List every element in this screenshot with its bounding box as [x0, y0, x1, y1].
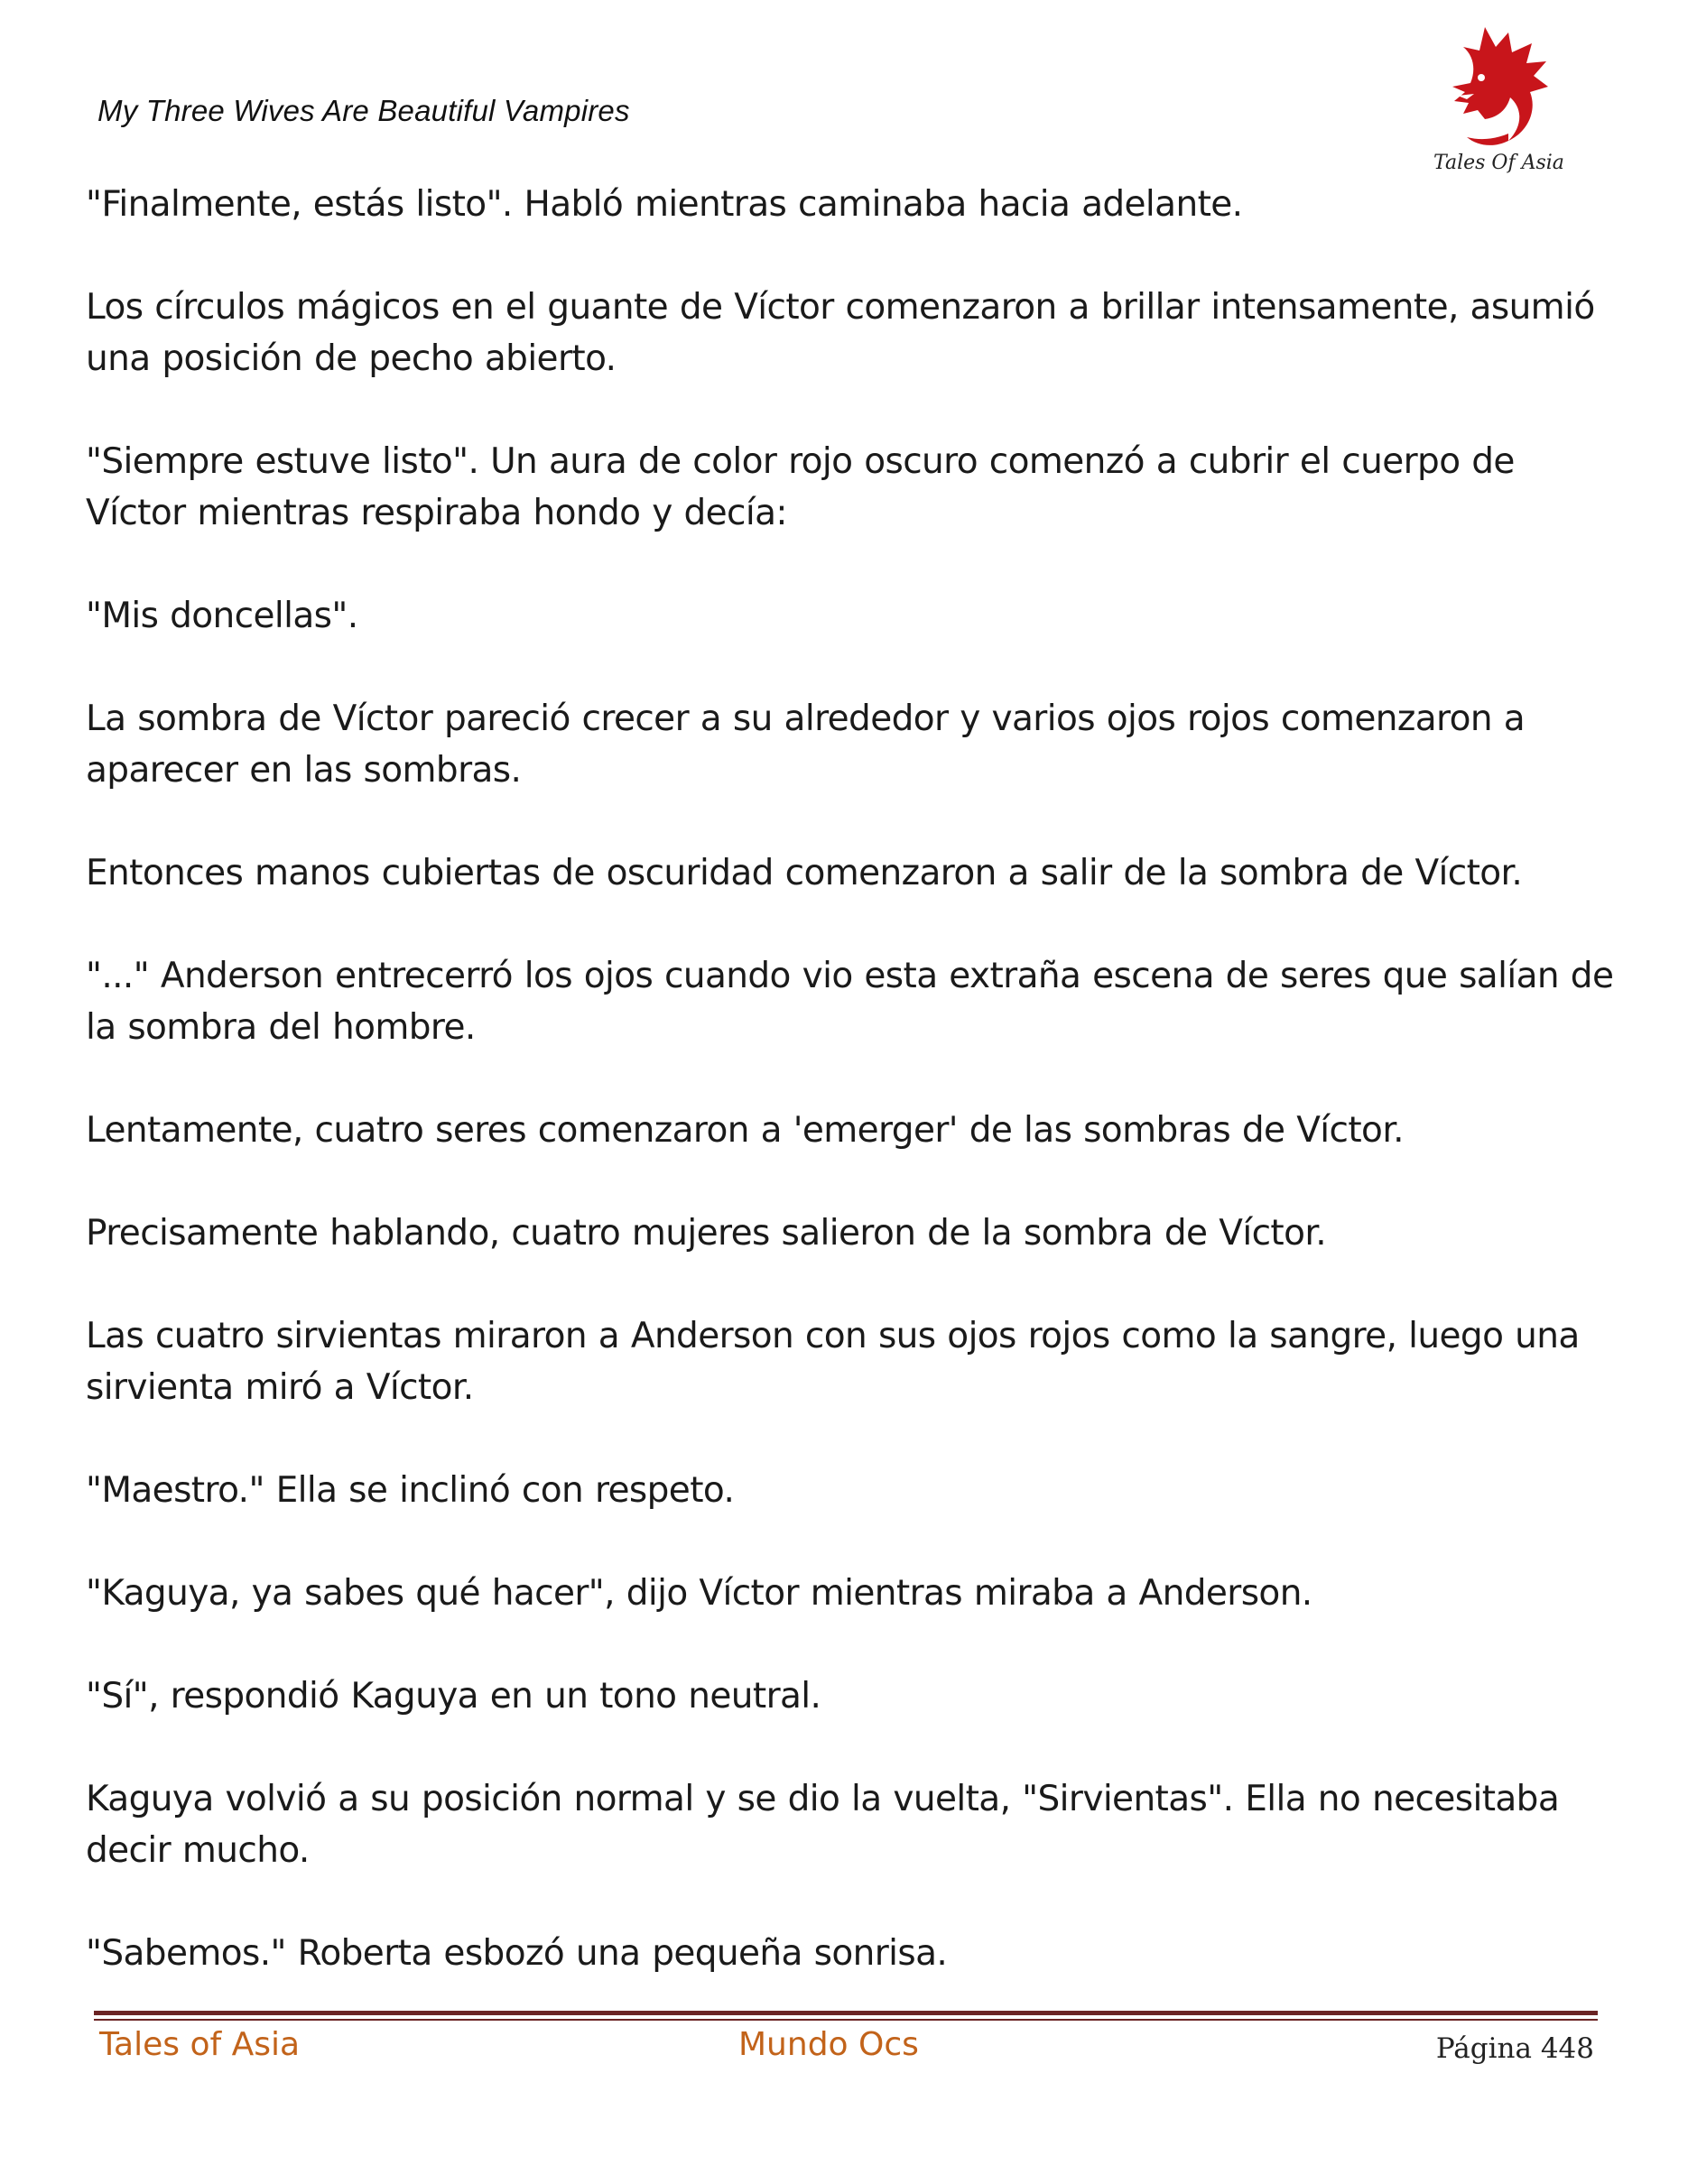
paragraph: "Kaguya, ya sabes qué hacer", dijo Víctor mientras miraba a Anderson. — [86, 1573, 1312, 1614]
document-body — [86, 179, 1620, 2031]
document-header-title: My Three Wives Are Beautiful Vampires — [97, 94, 630, 127]
footer-site-name: Tales of Asia — [99, 2026, 301, 2063]
paragraph: "Sabemos." Roberta esbozó una pequeña sonrisa. — [86, 1933, 948, 1974]
paragraph: "Mis doncellas". — [86, 596, 358, 636]
paragraph: "Finalmente, estás listo". Habló mientras caminaba hacia adelante. — [86, 184, 1243, 225]
paragraph: Precisamente hablando, cuatro mujeres salieron de la sombra de Víctor. — [86, 1213, 1327, 1254]
paragraph: Las cuatro sirvientas miraron a Anderson con sus ojos rojos como la sangre, luego una sirvienta miró a Víctor. — [86, 1316, 1580, 1408]
paragraph: "Sí", respondió Kaguya en un tono neutral. — [86, 1676, 821, 1717]
paragraph: "Siempre estuve listo". Un aura de color rojo oscuro comenzó a cubrir el cuerpo de Víctor mientras respiraba hondo y decía: — [86, 441, 1515, 533]
paragraph: Lentamente, cuatro seres comenzaron a 'emerger' de las sombras de Víctor. — [86, 1110, 1404, 1151]
paragraph: La sombra de Víctor pareció crecer a su alrededor y varios ojos rojos comenzaron a aparecer en las sombras. — [86, 699, 1526, 791]
logo-caption: Tales Of Asia — [1433, 152, 1564, 174]
paragraph: Kaguya volvió a su posición normal y se dio la vuelta, "Sirvientas". Ella no necesitaba decir mucho. — [86, 1779, 1560, 1871]
paragraph: "Maestro." Ella se inclinó con respeto. — [86, 1470, 735, 1511]
red-dragon-icon — [1422, 20, 1566, 155]
footer-section-name: Mundo Ocs — [738, 2026, 919, 2063]
footer-divider — [94, 2011, 1598, 2015]
paragraph: Los círculos mágicos en el guante de Víctor comenzaron a brillar intensamente, asumió una posición de pecho abierto. — [86, 287, 1595, 379]
footer-divider-thin — [94, 2019, 1598, 2021]
page-number: Página 448 — [1435, 2032, 1594, 2065]
paragraph: Entonces manos cubiertas de oscuridad comenzaron a salir de la sombra de Víctor. — [86, 853, 1523, 893]
paragraph: "..." Anderson entrecerró los ojos cuando vio esta extraña escena de seres que salían de la sombra del hombre. — [86, 956, 1614, 1048]
